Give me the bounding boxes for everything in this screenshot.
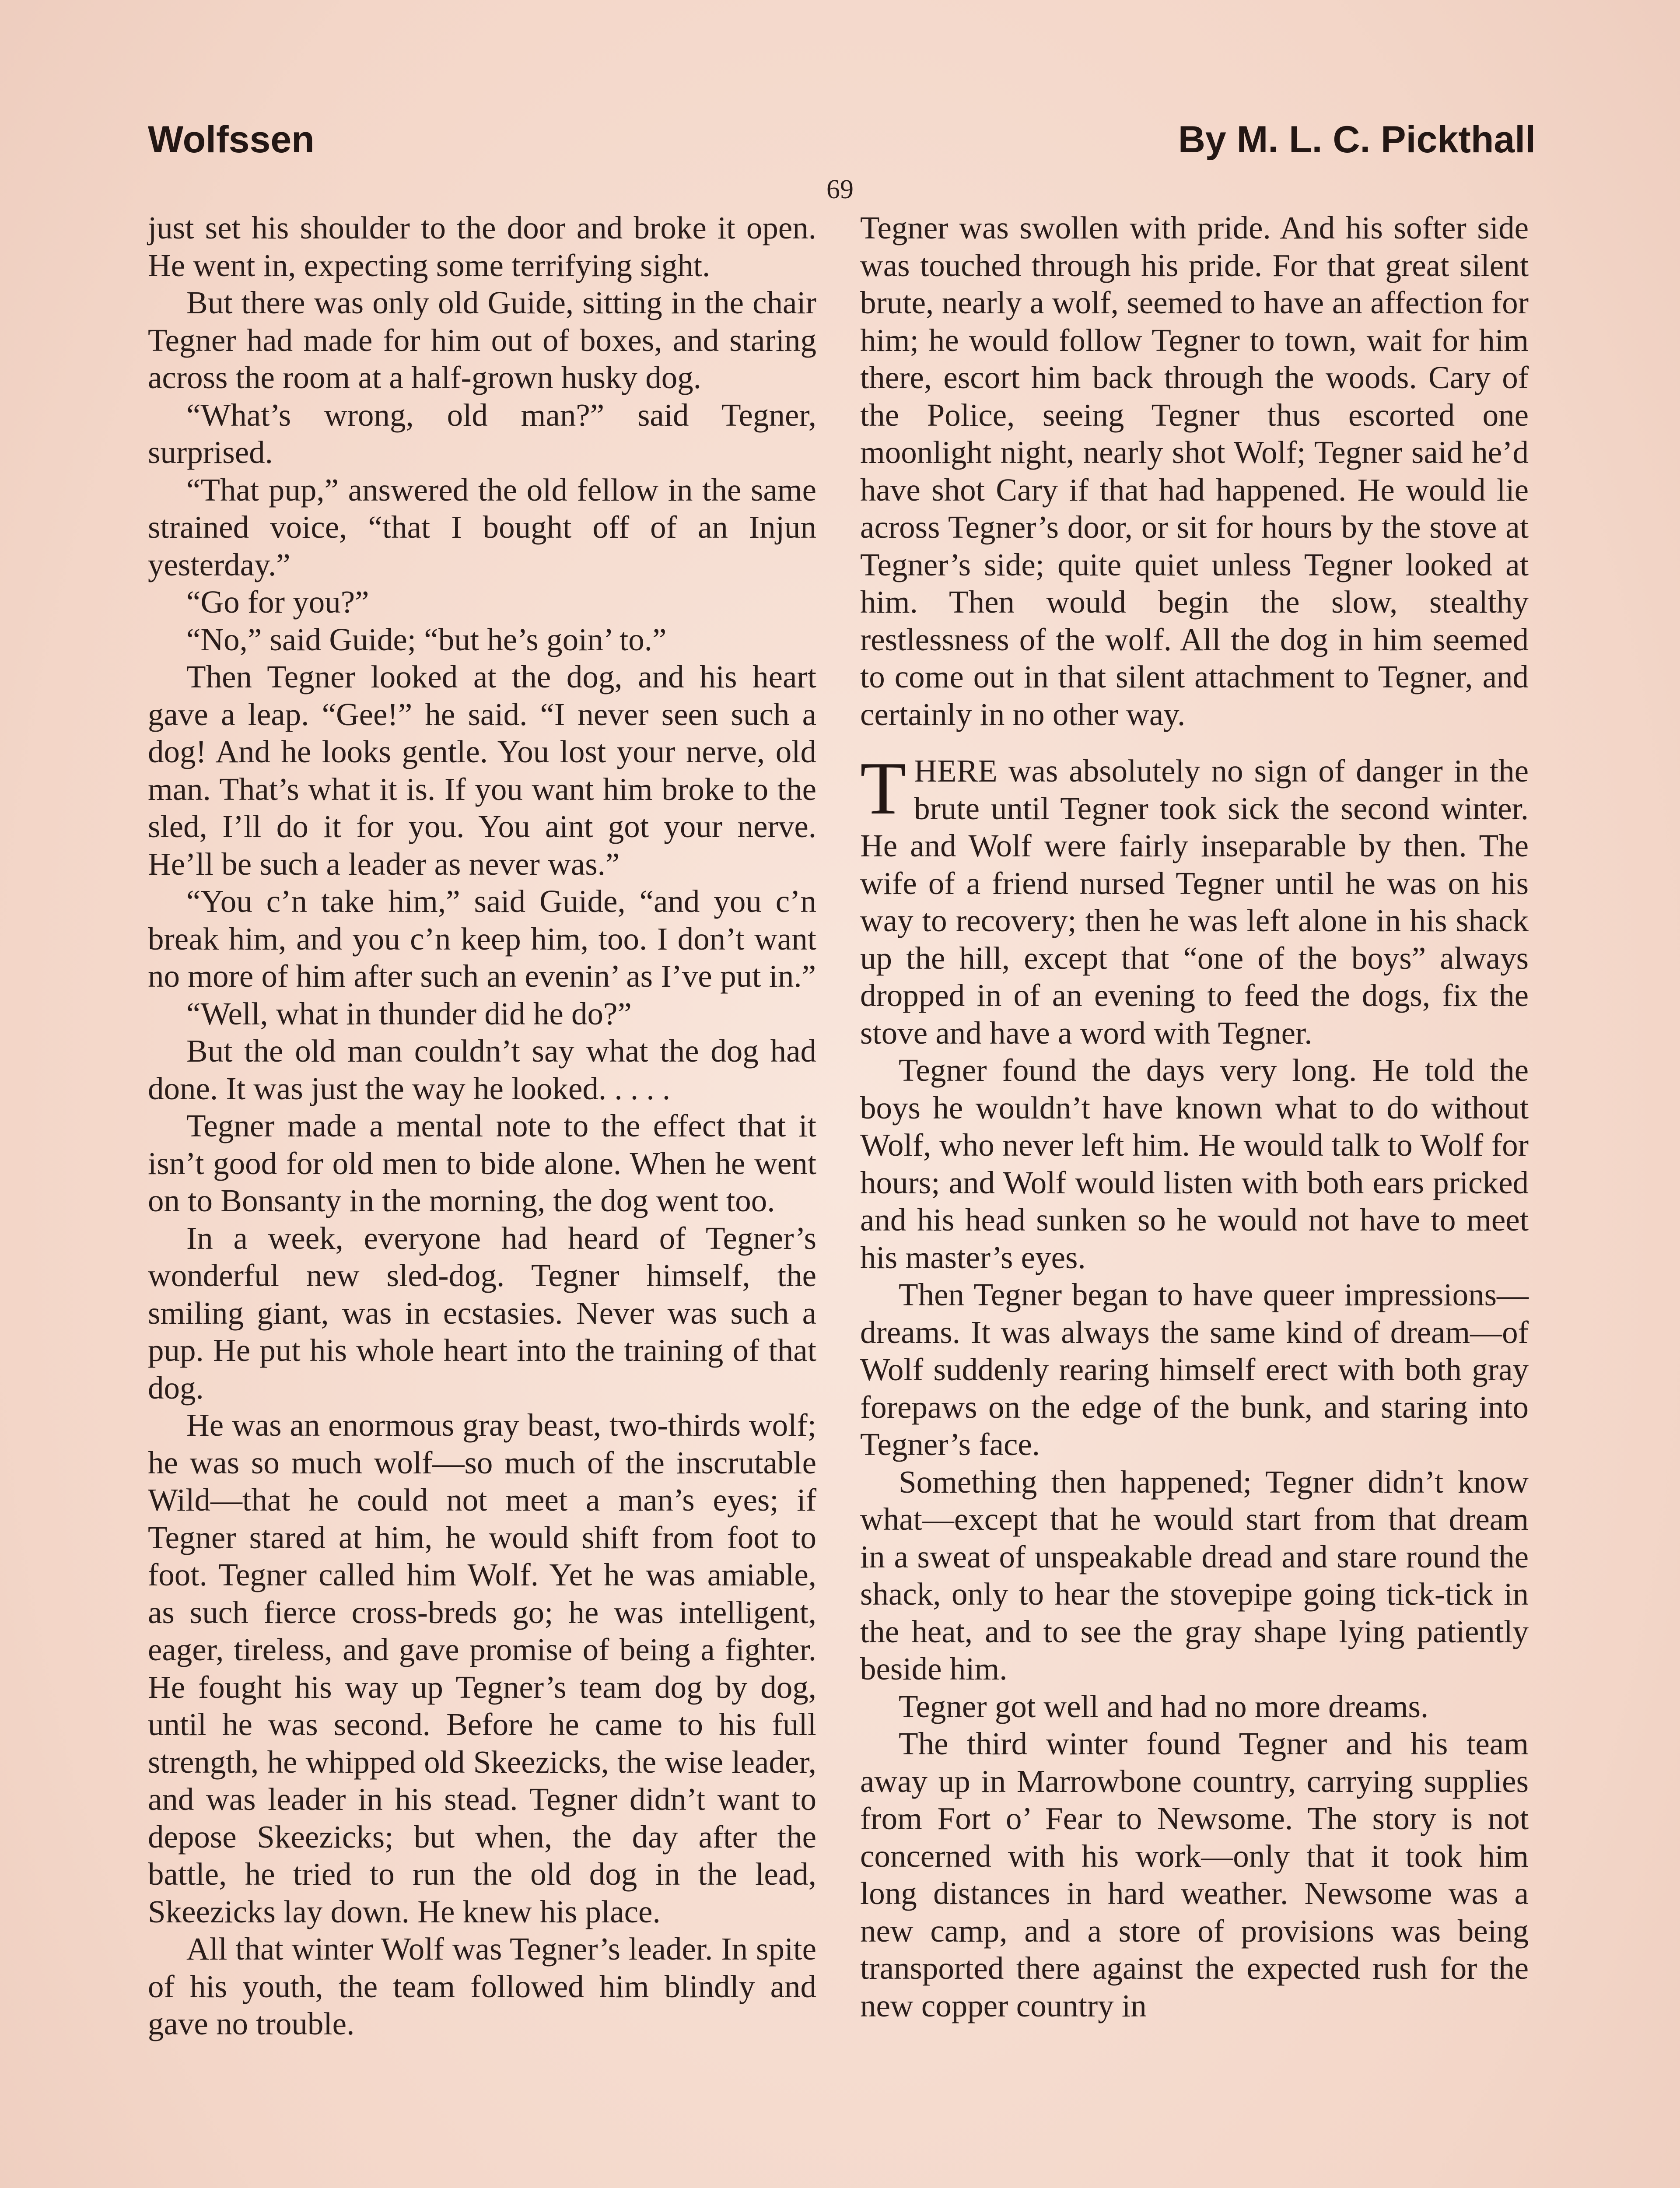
paragraph: Then Tegner began to have queer impressions—dreams. It was always the same kind of dream—of Wolf suddenly rearing himself erect with both gray forepaws on the edge of the bunk, and staring into Tegner’s face. — [860, 1277, 1529, 1462]
paragraph: Tegner made a mental note to the effect that it isn’t good for old men to bide alone. When he went on to Bonsanty in the morning, the dog went too. — [148, 1108, 816, 1218]
paragraph: He was an enormous gray beast, two-thirds wolf; he was so much wolf—so much of the inscrutable Wild—that he could not meet a man’s eyes; if Tegner stared at him, he would shift from foot to foot. Tegner called him Wolf. Yet he was amiable, as such fierce cross-breds go; he was intelligent, eager, tireless, and gave promise of being a fighter. He fought his way up Tegner’s team dog by dog, until he was second. Before he came to his full strength, he whipped old Skeezicks, the wise leader, and was leader in his stead. Tegner didn’t want to depose Skeezicks; but when, the day after the battle, he tried to run the old dog in the lead, Skeezicks lay down. He knew his place. — [148, 1407, 816, 1929]
right-column — [860, 209, 1529, 2024]
paragraph: In a week, everyone had heard of Tegner’s wonderful new sled-dog. Tegner himself, the smiling giant, was in ecstasies. Never was such a pup. He put his whole heart into the training of that dog. — [148, 1220, 816, 1406]
paragraph: “That pup,” answered the old fellow in the same strained voice, “that I bought off of an Injun yesterday.” — [148, 472, 816, 582]
paragraph: All that winter Wolf was Tegner’s leader. In spite of his youth, the team followed him blindly and gave no trouble. — [148, 1931, 816, 2041]
paragraph: “You c’n take him,” said Guide, “and you c’n break him, and you c’n keep him, too. I don’t want no more of him after such an evenin’ as I’ve put in.” — [148, 884, 816, 994]
page-number: 69 — [826, 175, 854, 204]
paragraph: Something then happened; Tegner didn’t know what—except that he would start from that dream in a sweat of unspeakable dread and stare round the shack, only to hear the stovepipe going tick-tick in the heat, and to see the gray shape lying patiently beside him. — [860, 1464, 1529, 1687]
paragraph: “Well, what in thunder did he do?” — [186, 996, 632, 1031]
author-byline: By M. L. C. Pickthall — [1178, 119, 1536, 161]
paragraph: “No,” said Guide; “but he’s goin’ to.” — [186, 621, 667, 657]
paragraph: “What’s wrong, old man?” said Tegner, surprised. — [148, 397, 816, 470]
paragraph: Tegner was swollen with pride. And his softer side was touched through his pride. For that great silent brute, nearly a wolf, seemed to have an affection for him; he would follow Tegner to town, wait for him there, escort him back through the woods. Cary of the Police, seeing Tegner thus escorted one moonlight night, nearly shot Wolf; Tegner said he’d have shot Cary if that had happened. He would lie across Tegner’s door, or sit for hours by the stove at Tegner’s side; quite quiet unless Tegner looked at him. Then would begin the slow, stealthy restlessness of the wolf. All the dog in him seemed to come out in that silent attachment to Tegner, and certainly in no other way. — [860, 210, 1529, 732]
paragraph: Then Tegner looked at the dog, and his heart gave a leap. “Gee!” he said. “I never seen such a dog! And he looks gentle. You lost your nerve, old man. That’s what it is. If you want him broke to the sled, I’ll do it for you. You aint got your nerve. He’ll be such a leader as never was.” — [148, 659, 816, 882]
paragraph: Tegner got well and had no more dreams. — [899, 1688, 1429, 1724]
paragraph: just set his shoulder to the door and broke it open. He went in, expecting some terrifying sight. — [148, 210, 816, 283]
running-header — [148, 118, 1536, 171]
paragraph: Tegner found the days very long. He told the boys he wouldn’t have known what to do without Wolf, who never left him. He would talk to Wolf for hours; and Wolf would listen with both ears pricked and his head sunken so he would not have to meet his master’s eyes. — [860, 1052, 1529, 1275]
left-column — [148, 209, 816, 2043]
drop-cap: T — [860, 747, 906, 830]
paragraph: “Go for you?” — [186, 584, 369, 620]
story-title: Wolfssen — [148, 119, 315, 161]
paragraph: The third winter found Tegner and his team away up in Marrowbone country, carrying supplies from Fort o’ Fear to Newsome. The story is not concerned with his work—only that it took him long distances in hard weather. Newsome was a new camp, and a store of provisions was being transported there against the expected rush for the new copper country in — [860, 1726, 1529, 2023]
section-opening-paragraph — [860, 747, 1529, 1052]
paragraph: But the old man couldn’t say what the dog had done. It was just the way he looked. . . . . — [148, 1033, 816, 1106]
section-opening-text: HERE was absolutely no sign of danger in the brute until Tegner took sick the second winter. He and Wolf were fairly inseparable by then. The wife of a friend nursed Tegner until he was on his way to recovery; then he was left alone in his shack up the hill, except that “one of the boys” always dropped in of an evening to feed the dogs, fix the stove and have a word with Tegner. — [860, 753, 1529, 1051]
paragraph: But there was only old Guide, sitting in the chair Tegner had made for him out of boxes, and staring across the room at a half-grown husky dog. — [148, 285, 816, 395]
